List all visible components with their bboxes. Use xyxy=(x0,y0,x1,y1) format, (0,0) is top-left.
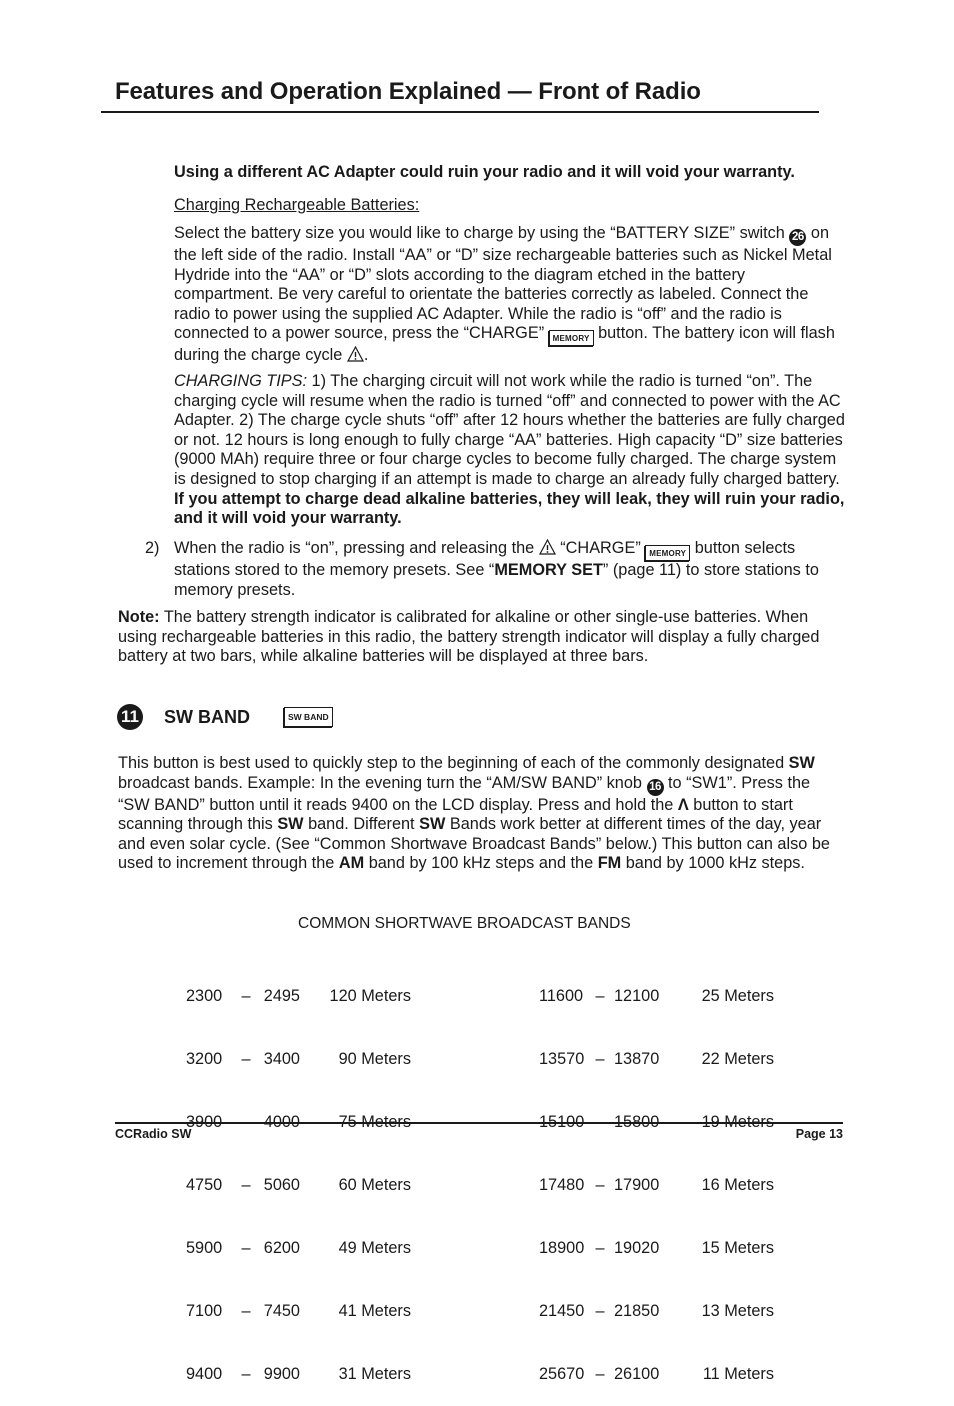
band-from: 3200 xyxy=(186,1050,223,1068)
band-dash: – xyxy=(595,1302,605,1320)
memory-button-icon: MEMORY xyxy=(645,545,690,561)
band-dash: – xyxy=(595,1365,605,1383)
band-meters: 49 Meters xyxy=(338,1239,411,1257)
table-row xyxy=(186,1301,411,1322)
band-dash: – xyxy=(241,1050,251,1068)
charging-tips-warning: If you attempt to charge dead alkaline batteries, they will leak, they will ruin your radio, and it will void your warranty. xyxy=(174,489,845,528)
item-2-text-c: button selects stations stored to the memory presets. See “ xyxy=(174,539,796,579)
item-2-text xyxy=(174,539,846,600)
note-paragraph xyxy=(118,608,844,667)
item-2-text-b: “CHARGE” xyxy=(555,539,646,557)
band-to: 9900 xyxy=(263,1365,300,1383)
sw-text-8: band by 1000 kHz steps. xyxy=(621,854,805,873)
table-row xyxy=(186,1238,411,1259)
band-to: 15800 xyxy=(614,1113,660,1131)
note-label: Note: xyxy=(118,608,160,626)
band-to: 5060 xyxy=(263,1176,300,1194)
band-dash: – xyxy=(595,1239,605,1257)
band-from: 13570 xyxy=(539,1050,585,1068)
sw-band-button-icon: SW BAND xyxy=(284,707,333,727)
charging-tips-label: CHARGING TIPS: xyxy=(174,372,307,390)
band-meters: 15 Meters xyxy=(701,1239,774,1257)
band-knob-badge: 16 xyxy=(647,779,664,796)
band-meters: 120 Meters xyxy=(329,987,411,1005)
item-number: 2) xyxy=(145,539,160,557)
band-from: 21450 xyxy=(539,1302,585,1320)
footer-page-number: Page 13 xyxy=(795,1127,843,1141)
band-dash: – xyxy=(241,1113,251,1131)
table-row xyxy=(186,986,411,1007)
am-bold: AM xyxy=(338,854,365,873)
band-to: 7450 xyxy=(263,1302,300,1320)
warning-triangle-icon xyxy=(539,539,556,561)
table-row xyxy=(539,986,774,1007)
charging-text-2: on the left side of the radio. Install “AA” or “D” size rechargeable batteries such as Nickel Metal Hydride into the “AA” or “D” slots according to the diagram etched in the battery compartment. Be very careful to orientate the batteries correctly as labeled. Connect the radio to power using the supplied AC Adapter. While the radio is “off” and the radio is connected to a power source, press the “CHARGE” xyxy=(174,224,832,343)
adapter-warning: Using a different AC Adapter could ruin your radio and it will void your warranty. xyxy=(174,163,795,181)
band-meters: 11 Meters xyxy=(702,1365,774,1383)
table-row xyxy=(539,1175,774,1196)
band-from: 5900 xyxy=(186,1239,223,1257)
table-row xyxy=(539,1364,774,1385)
sw-text-2: broadcast bands. Example: In the evening turn the “AM/SW BAND” knob xyxy=(118,773,647,792)
band-dash: – xyxy=(241,1176,251,1194)
charging-tips-text: 1) The charging circuit will not work while the radio is turned “on”. The charging cycle will resume when the radio is turned “off” and connected to power with the AC Adapter. 2) The charge cycle shuts “off” after 12 hours whether the batteries are fully charged or not. 12 hours is long enough to fully charge “AA” batteries. High capacity “D” size batteries (9000 MAh) require three or four charge cycles to become fully charged. The charge system is designed to stop charging if an attempt is made to charge an already fully charged battery. xyxy=(174,372,845,488)
band-meters: 19 Meters xyxy=(701,1113,774,1131)
section-number-badge: 11 xyxy=(117,704,143,730)
band-dash: – xyxy=(595,987,605,1005)
sw-text-6: Bands work better at different times of the day, year and even solar cycle. (See “Common Shortwave Broadcast Bands” below.) This button can also be used to increment through the xyxy=(118,815,830,873)
band-from: 9400 xyxy=(186,1365,223,1383)
table-row xyxy=(539,1049,774,1070)
sw-text-3: to “SW1”. Press the “SW BAND” button until it reads 9400 on the LCD display. Press and hold the xyxy=(118,773,811,814)
band-from: 3900 xyxy=(186,1113,223,1131)
fm-bold: FM xyxy=(597,854,622,873)
band-to: 17900 xyxy=(614,1176,660,1194)
band-from: 7100 xyxy=(186,1302,223,1320)
charging-paragraph xyxy=(174,224,846,368)
sw-bold-1: SW xyxy=(788,754,815,772)
band-meters: 60 Meters xyxy=(338,1176,411,1194)
note-text: The battery strength indicator is calibrated for alkaline or other single-use batteries. When using rechargeable batteries in this radio, the battery strength indicator will display a fully charged battery at two bars, while alkaline batteries will be displayed at three bars. xyxy=(118,608,820,666)
band-dash: – xyxy=(241,1365,251,1383)
band-dash: – xyxy=(241,1302,251,1320)
band-to: 12100 xyxy=(614,987,660,1005)
band-from: 2300 xyxy=(186,987,223,1005)
band-from: 11600 xyxy=(539,987,584,1005)
band-dash: – xyxy=(595,1176,605,1194)
charging-heading-text: Charging Rechargeable Batteries: xyxy=(174,196,420,214)
sw-band-paragraph xyxy=(118,754,846,874)
sw-bold-2: SW xyxy=(277,815,304,834)
table-row xyxy=(186,1175,411,1196)
band-meters: 13 Meters xyxy=(701,1302,774,1320)
band-dash: – xyxy=(241,987,251,1005)
section-heading: SW BAND xyxy=(164,707,250,727)
charging-heading xyxy=(174,196,419,216)
band-to: 21850 xyxy=(614,1302,660,1320)
band-from: 25670 xyxy=(539,1365,585,1383)
footer-product: CCRadio SW xyxy=(115,1127,192,1141)
band-meters: 41 Meters xyxy=(338,1302,411,1320)
band-dash: – xyxy=(595,1050,605,1068)
band-to: 2495 xyxy=(263,987,300,1005)
band-to: 6200 xyxy=(263,1239,300,1257)
sw-bold-3: SW xyxy=(419,815,446,834)
table-row xyxy=(539,1301,774,1322)
band-to: 13870 xyxy=(614,1050,660,1068)
band-to: 26100 xyxy=(614,1365,660,1383)
band-meters: 75 Meters xyxy=(338,1113,411,1131)
table-row xyxy=(186,1364,411,1385)
band-meters: 31 Meters xyxy=(338,1365,411,1383)
band-from: 15100 xyxy=(539,1113,585,1131)
right-table xyxy=(539,944,774,1406)
table-row xyxy=(186,1049,411,1070)
charging-text-4: . xyxy=(363,346,369,365)
table-row xyxy=(539,1238,774,1259)
warning-triangle-icon xyxy=(347,346,364,368)
charging-text-3: button. The battery icon will flash during the charge cycle xyxy=(174,324,835,365)
band-meters: 16 Meters xyxy=(701,1176,774,1194)
footer-divider xyxy=(115,1122,843,1124)
band-meters: 22 Meters xyxy=(701,1050,774,1068)
sw-text-1: This button is best used to quickly step to the beginning of each of the commonly designated xyxy=(118,754,789,772)
table-title: COMMON SHORTWAVE BROADCAST BANDS xyxy=(298,915,631,932)
band-to: 4000 xyxy=(263,1113,300,1131)
left-table xyxy=(186,944,411,1406)
band-to: 3400 xyxy=(263,1050,300,1068)
sw-text-5: band. Different xyxy=(303,815,420,834)
charging-text-1: Select the battery size you would like to charge by using the “BATTERY SIZE” switch xyxy=(174,224,785,242)
sw-text-4: button to start scanning through this xyxy=(118,795,793,834)
band-from: 17480 xyxy=(539,1176,585,1194)
up-arrow-icon: Λ xyxy=(677,795,689,814)
item-2-text-d: ” (page 11) to store stations to memory presets. xyxy=(174,561,819,599)
band-meters: 25 Meters xyxy=(701,987,774,1005)
charging-tips xyxy=(174,372,846,529)
memory-button-icon: MEMORY xyxy=(549,330,594,346)
band-meters: 90 Meters xyxy=(338,1050,411,1068)
band-dash: – xyxy=(595,1113,605,1131)
band-dash: – xyxy=(241,1239,251,1257)
item-2-text-a: When the radio is “on”, pressing and releasing the xyxy=(174,539,539,557)
page-title: Features and Operation Explained — Front of Radio xyxy=(115,78,701,105)
memory-set-ref: MEMORY SET xyxy=(494,561,603,579)
band-from: 4750 xyxy=(186,1176,223,1194)
band-to: 19020 xyxy=(614,1239,660,1257)
band-from: 18900 xyxy=(539,1239,585,1257)
title-divider xyxy=(101,111,819,113)
battery-size-badge: 26 xyxy=(789,229,806,246)
sw-text-7: band by 100 kHz steps and the xyxy=(364,854,598,873)
